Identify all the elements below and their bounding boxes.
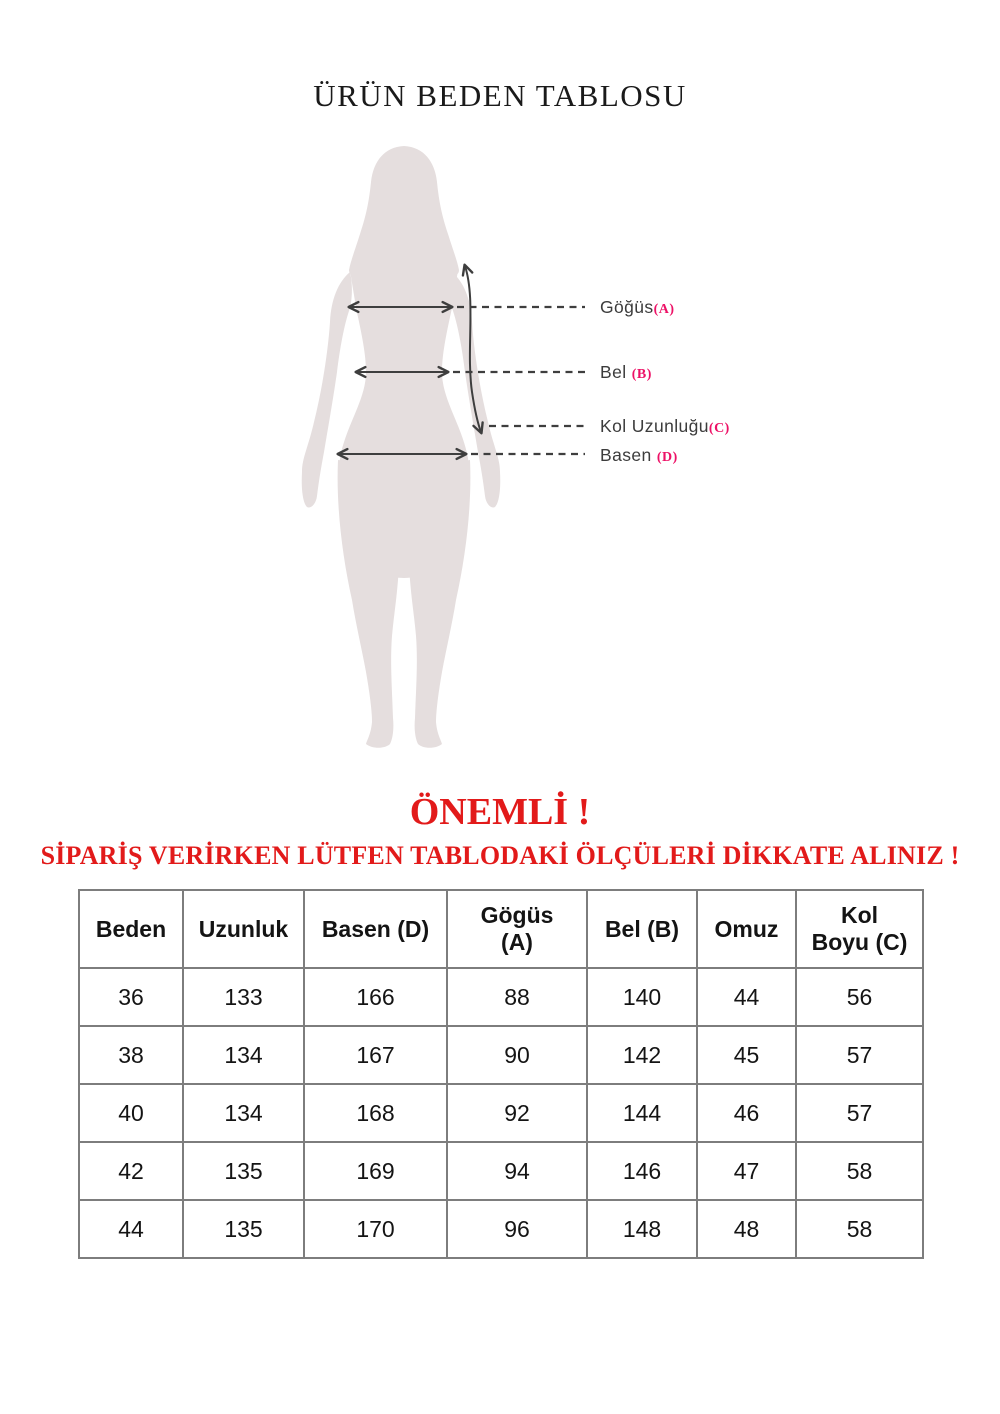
label-arm-length-key: (C) [708,421,730,436]
table-cell: 140 [587,968,697,1026]
table-cell: 56 [796,968,923,1026]
table-cell: 94 [447,1142,587,1200]
table-cell: 142 [587,1026,697,1084]
table-cell: 48 [697,1200,796,1258]
table-cell: 58 [796,1142,923,1200]
label-chest-text: Göğüs [600,297,654,317]
silhouette-head-hair [349,146,459,276]
table-cell: 42 [79,1142,183,1200]
table-cell: 88 [447,968,587,1026]
header-line: Basen (D) [321,915,430,942]
table-cell: 134 [183,1084,304,1142]
table-cell: 96 [447,1200,587,1258]
header-bel [587,890,697,968]
label-waist-text: Bel [600,362,632,382]
header-line: Omuz [714,915,779,942]
label-chest [600,296,675,319]
header-gogus [447,890,587,968]
warning-text: SİPARİŞ VERİRKEN LÜTFEN TABLODAKİ ÖLÇÜLERİ DİKKATE ALINIZ ! [40,841,960,870]
table-cell: 38 [79,1026,183,1084]
table-cell: 40 [79,1084,183,1142]
table-cell: 57 [796,1084,923,1142]
table-cell: 169 [304,1142,447,1200]
header-line: Uzunluk [198,915,289,942]
table-cell: 44 [79,1200,183,1258]
header-line: Boyu (C) [811,929,908,955]
silhouette-left-leg [338,460,403,748]
label-chest-key: (A) [653,302,675,317]
label-waist-key: (B) [631,367,652,382]
table-cell: 46 [697,1084,796,1142]
table-cell: 45 [697,1026,796,1084]
label-hip [600,444,678,467]
table-cell: 170 [304,1200,447,1258]
table-cell: 57 [796,1026,923,1084]
table-row [79,1142,923,1200]
silhouette-right-leg [405,460,470,748]
table-cell: 133 [183,968,304,1026]
table-cell: 167 [304,1026,447,1084]
page-title: ÜRÜN BEDEN TABLOSU [313,78,687,113]
table-cell: 90 [447,1026,587,1084]
table-cell: 92 [447,1084,587,1142]
header-line: Bel (B) [604,915,680,942]
table-cell: 148 [587,1200,697,1258]
header-line: Gögüs [480,902,554,928]
label-waist [600,361,652,384]
table-cell: 47 [697,1142,796,1200]
table-header-row [79,890,923,968]
table-cell: 135 [183,1142,304,1200]
important-heading: ÖNEMLİ ! [409,791,591,833]
table-cell: 36 [79,968,183,1026]
table-cell: 146 [587,1142,697,1200]
table-cell: 135 [183,1200,304,1258]
table-row [79,1026,923,1084]
table-cell: 58 [796,1200,923,1258]
label-arm-length-text: Kol Uzunluğu [600,416,709,436]
label-hip-key: (D) [656,450,678,465]
size-table [78,889,924,1259]
header-beden [79,890,183,968]
header-kol-boyu [796,890,923,968]
table-row [79,1084,923,1142]
table-cell: 134 [183,1026,304,1084]
female-silhouette [302,146,501,748]
table-cell: 168 [304,1084,447,1142]
table-cell: 144 [587,1084,697,1142]
header-line: Beden [95,915,167,942]
header-basen [304,890,447,968]
header-line: Kol [840,902,879,928]
header-line: (A) [501,929,533,955]
header-uzunluk [183,890,304,968]
label-hip-text: Basen [600,445,657,465]
header-omuz [697,890,796,968]
table-cell: 166 [304,968,447,1026]
label-arm-length [600,415,730,438]
table-row [79,968,923,1026]
table-cell: 44 [697,968,796,1026]
table-row [79,1200,923,1258]
